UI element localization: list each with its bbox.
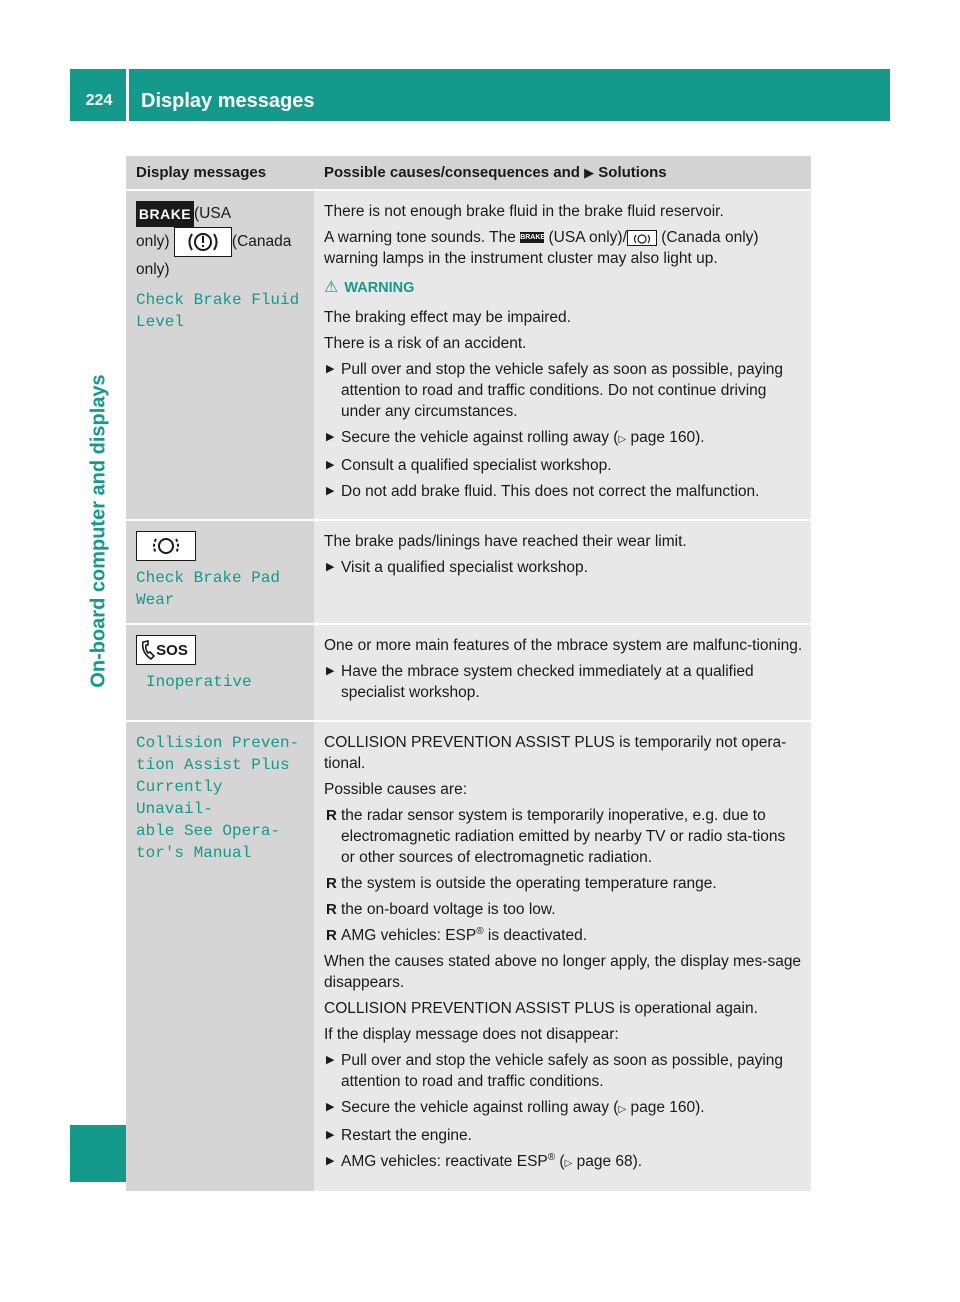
step-arrow-icon: ▶ — [326, 1155, 335, 1167]
display-message-text — [136, 671, 306, 693]
column-header-display-messages: Display messages — [126, 156, 314, 190]
message-line: able See Opera‐ — [136, 822, 281, 840]
cause-text: The brake pads/linings have reached their wear limit. — [324, 533, 687, 550]
message-line: Level — [136, 313, 185, 332]
page-reference-icon: ▷ — [564, 1158, 573, 1169]
page-reference-icon: ▷ — [618, 434, 627, 445]
message-line: Currently Unavail‐ — [136, 778, 223, 818]
message-line: tion Assist Plus — [136, 756, 290, 774]
warning-text: The braking effect may be impaired. — [324, 309, 571, 326]
sos-phone-icon — [136, 635, 196, 665]
causes-cell — [314, 190, 811, 520]
display-message-text — [136, 567, 306, 611]
solution-step — [324, 557, 803, 578]
warning-text: There is a risk of an accident. — [324, 335, 527, 352]
cause-text-part: A warning tone sounds. The — [324, 229, 516, 246]
usa-note: (USA — [194, 205, 232, 223]
causes-cell — [314, 520, 811, 624]
cause-text: One or more main features of the mbrace system are malfunc-tioning. — [324, 637, 803, 654]
message-line: Inoperative — [146, 673, 252, 691]
message-line: Wear — [136, 591, 175, 609]
page-number: 224 — [85, 92, 113, 109]
side-tab-label: On-board computer and displays — [87, 374, 110, 688]
step-arrow-icon: ▶ — [326, 363, 335, 375]
step-text: Pull over and stop the vehicle safely as soon as possible, paying attention to road and traffic conditions. Do not continue driving under any circumstances. — [341, 361, 784, 420]
step-text: Pull over and stop the vehicle safely as soon as possible, paying attention to road and traffic conditions. — [341, 1052, 784, 1090]
step-text: Secure the vehicle against rolling away ( — [341, 429, 619, 446]
table-row — [126, 190, 811, 520]
column-header-causes-text: Possible causes/consequences and — [324, 164, 580, 181]
brake-circle-warning-icon-small — [627, 230, 657, 246]
bullet-text: AMG vehicles: ESP — [341, 927, 477, 944]
solution-arrow-icon: ▶ — [584, 165, 595, 180]
column-header-solutions-text: Solutions — [598, 164, 667, 181]
bullet-marker: R — [326, 927, 337, 944]
message-line: Collision Preven‐ — [136, 734, 300, 752]
only-note: only) — [136, 261, 170, 279]
display-messages-table — [126, 156, 811, 1193]
causes-cell — [314, 624, 811, 721]
step-text: Consult a qualified specialist workshop. — [341, 457, 612, 474]
warning-triangle-icon: ⚠ — [324, 279, 339, 296]
cause-text: When the causes stated above no longer apply, the display mes-sage disappears. — [324, 953, 802, 991]
brake-warning-icon: BRAKE — [136, 201, 194, 227]
step-text: Visit a qualified specialist workshop. — [341, 559, 588, 576]
bullet-text: the radar sensor system is temporarily inoperative, e.g. due to electromagnetic radiation emitted by nearby TV or radio sta-tions or other sources of electromagnetic radiation. — [341, 807, 786, 866]
solution-step — [324, 1125, 803, 1146]
column-header-causes-solutions — [314, 156, 811, 190]
display-message-text — [136, 289, 306, 333]
step-text: AMG vehicles: reactivate ESP — [341, 1153, 548, 1170]
bullet-marker: R — [326, 875, 337, 892]
cause-text: There is not enough brake fluid in the brake fluid reservoir. — [324, 203, 724, 220]
table-header-row — [126, 156, 811, 190]
bullet-marker: R — [326, 807, 337, 824]
solution-step — [324, 455, 803, 476]
step-arrow-icon: ▶ — [326, 431, 335, 443]
solution-step — [324, 359, 803, 422]
only-note: only) — [136, 233, 170, 251]
step-arrow-icon: ▶ — [326, 1101, 335, 1113]
cause-text: COLLISION PREVENTION ASSIST PLUS is temporarily not opera-tional. — [324, 734, 787, 772]
cause-bullet — [324, 899, 803, 920]
step-arrow-icon: ▶ — [326, 1129, 335, 1141]
bullet-marker: R — [326, 901, 337, 918]
page-reference[interactable]: page 160). — [630, 429, 705, 446]
table-row — [126, 624, 811, 721]
warning-label: WARNING — [344, 280, 415, 296]
display-message-text — [136, 732, 306, 864]
header-divider — [126, 69, 129, 121]
page-title: Display messages — [141, 90, 315, 112]
registered-mark: ® — [476, 925, 484, 937]
causes-cell — [314, 721, 811, 1192]
step-arrow-icon: ▶ — [326, 665, 335, 677]
step-text: Restart the engine. — [341, 1127, 472, 1144]
registered-mark: ® — [547, 1151, 556, 1163]
solution-step — [324, 427, 803, 450]
warning-heading — [324, 277, 803, 299]
message-cell — [126, 190, 314, 520]
page-reference[interactable]: page 68). — [576, 1153, 643, 1170]
brake-pad-wear-icon — [136, 531, 196, 561]
sos-icon-label: SOS — [156, 642, 188, 659]
step-arrow-icon: ▶ — [326, 485, 335, 497]
cause-bullet — [324, 925, 803, 946]
step-text: Have the mbrace system checked immediately at a qualified specialist workshop. — [341, 663, 754, 701]
step-arrow-icon: ▶ — [326, 459, 335, 471]
cause-text: COLLISION PREVENTION ASSIST PLUS is operational again. — [324, 1000, 758, 1017]
message-cell — [126, 624, 314, 721]
cause-text-part: (Canada only) warning lamps in the instrument cluster may also light up. — [324, 229, 759, 267]
page-reference-icon: ▷ — [618, 1104, 627, 1115]
message-cell — [126, 721, 314, 1192]
cause-bullet — [324, 873, 803, 894]
step-text: ( — [555, 1153, 565, 1170]
cause-text: If the display message does not disappear: — [324, 1026, 619, 1043]
solution-step — [324, 1151, 803, 1174]
message-line: Check Brake Pad — [136, 569, 281, 587]
bullet-text: the system is outside the operating temperature range. — [341, 875, 717, 892]
cause-bullet — [324, 805, 803, 868]
message-line: tor's Manual — [136, 844, 252, 862]
message-line: Check Brake Fluid — [136, 291, 300, 310]
bullet-text: is deactivated. — [483, 927, 588, 944]
table-row — [126, 520, 811, 624]
table-row — [126, 721, 811, 1192]
solution-step — [324, 1050, 803, 1092]
cause-text — [324, 227, 803, 269]
step-arrow-icon: ▶ — [326, 561, 335, 573]
step-arrow-icon: ▶ — [326, 1054, 335, 1066]
cause-text-part: (USA only)/ — [548, 229, 627, 246]
canada-note: (Canada — [231, 233, 292, 251]
message-cell — [126, 520, 314, 624]
bullet-text: the on-board voltage is too low. — [341, 901, 556, 918]
page-reference[interactable]: page 160). — [630, 1099, 705, 1116]
brake-warning-icon-small: BRAKE — [520, 234, 546, 242]
side-tab-marker — [70, 1125, 128, 1182]
brake-circle-warning-icon — [174, 227, 232, 257]
step-text: Do not add brake fluid. This does not correct the malfunction. — [341, 483, 760, 500]
solution-step — [324, 481, 803, 502]
step-text: Secure the vehicle against rolling away ( — [341, 1099, 619, 1116]
solution-step — [324, 1097, 803, 1120]
solution-step — [324, 661, 803, 703]
cause-text: Possible causes are: — [324, 781, 468, 798]
